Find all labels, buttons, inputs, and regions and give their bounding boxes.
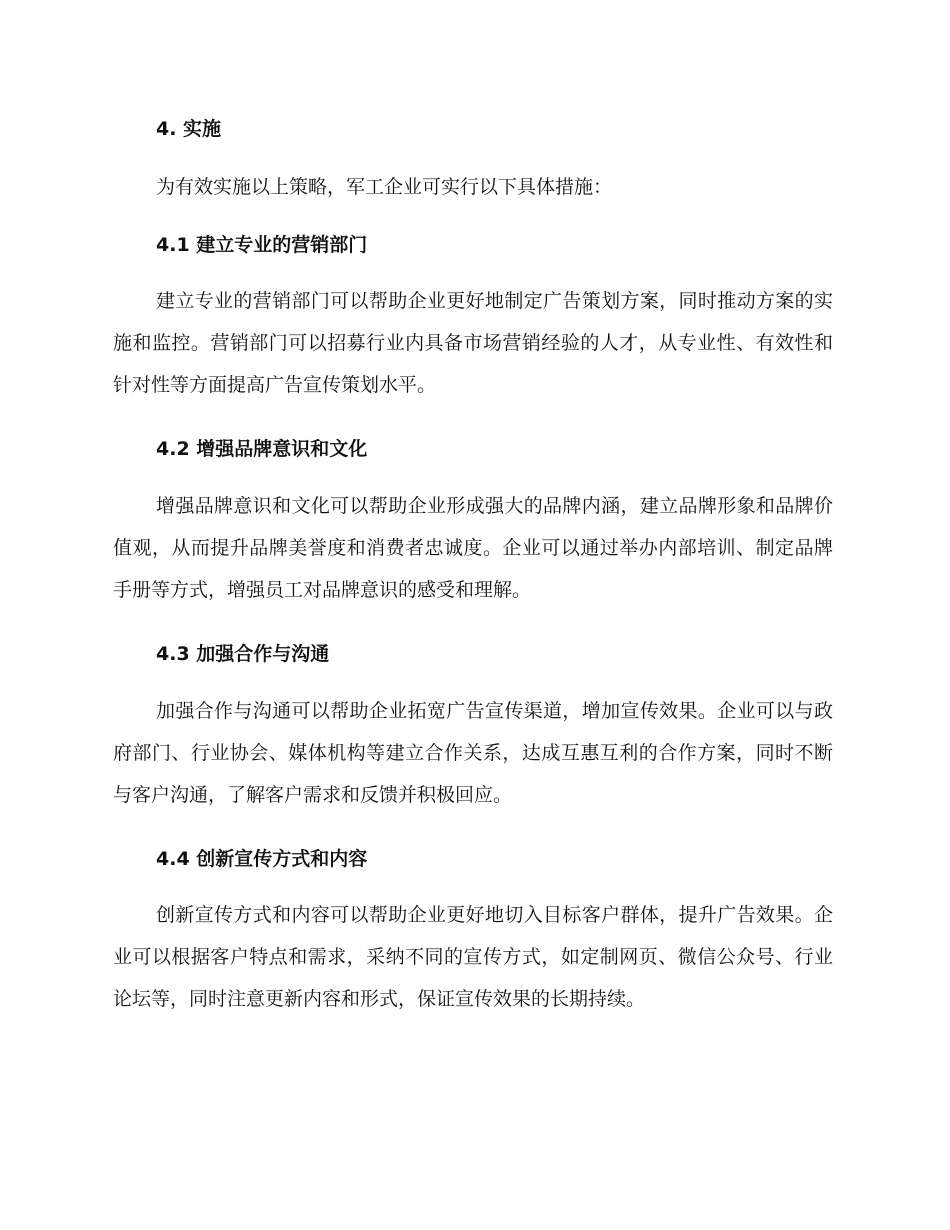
subsection-title-4-4: 4.4 创新宣传方式和内容 — [156, 848, 368, 870]
section-title: 4. 实施 — [156, 118, 222, 140]
subsection-body-4-3: 加强合作与沟通可以帮助企业拓宽广告宣传渠道，增加宣传效果。企业可以与政府部门、行业协会、媒体机构等建立合作关系，达成互惠互利的合作方案，同时不断与客户沟通，了解客户需求和反馈并积极回应。 — [113, 700, 833, 806]
subsection-body-4-2: 增强品牌意识和文化可以帮助企业形成强大的品牌内涵，建立品牌形象和品牌价值观，从而提升品牌美誉度和消费者忠诚度。企业可以通过举办内部培训、制定品牌手册等方式，增强员工对品牌意识的感受和理解。 — [113, 495, 833, 601]
subsection-title-4-1: 4.1 建立专业的营销部门 — [156, 234, 368, 256]
subsection-body-4-1: 建立专业的营销部门可以帮助企业更好地制定广告策划方案，同时推动方案的实施和监控。营销部门可以招募行业内具备市场营销经验的人才，从专业性、有效性和针对性等方面提高广告宣传策划水平。 — [113, 290, 833, 396]
subsection-body-4-4: 创新宣传方式和内容可以帮助企业更好地切入目标客户群体，提升广告效果。企业可以根据客户特点和需求，采纳不同的宣传方式，如定制网页、微信公众号、行业论坛等，同时注意更新内容和形式，保证宣传效果的长期持续。 — [113, 904, 833, 1010]
intro-paragraph: 为有效实施以上策略，军工企业可实行以下具体措施： — [156, 176, 613, 198]
subsection-title-4-3: 4.3 加强合作与沟通 — [156, 643, 330, 665]
subsection-title-4-2: 4.2 增强品牌意识和文化 — [156, 438, 368, 460]
